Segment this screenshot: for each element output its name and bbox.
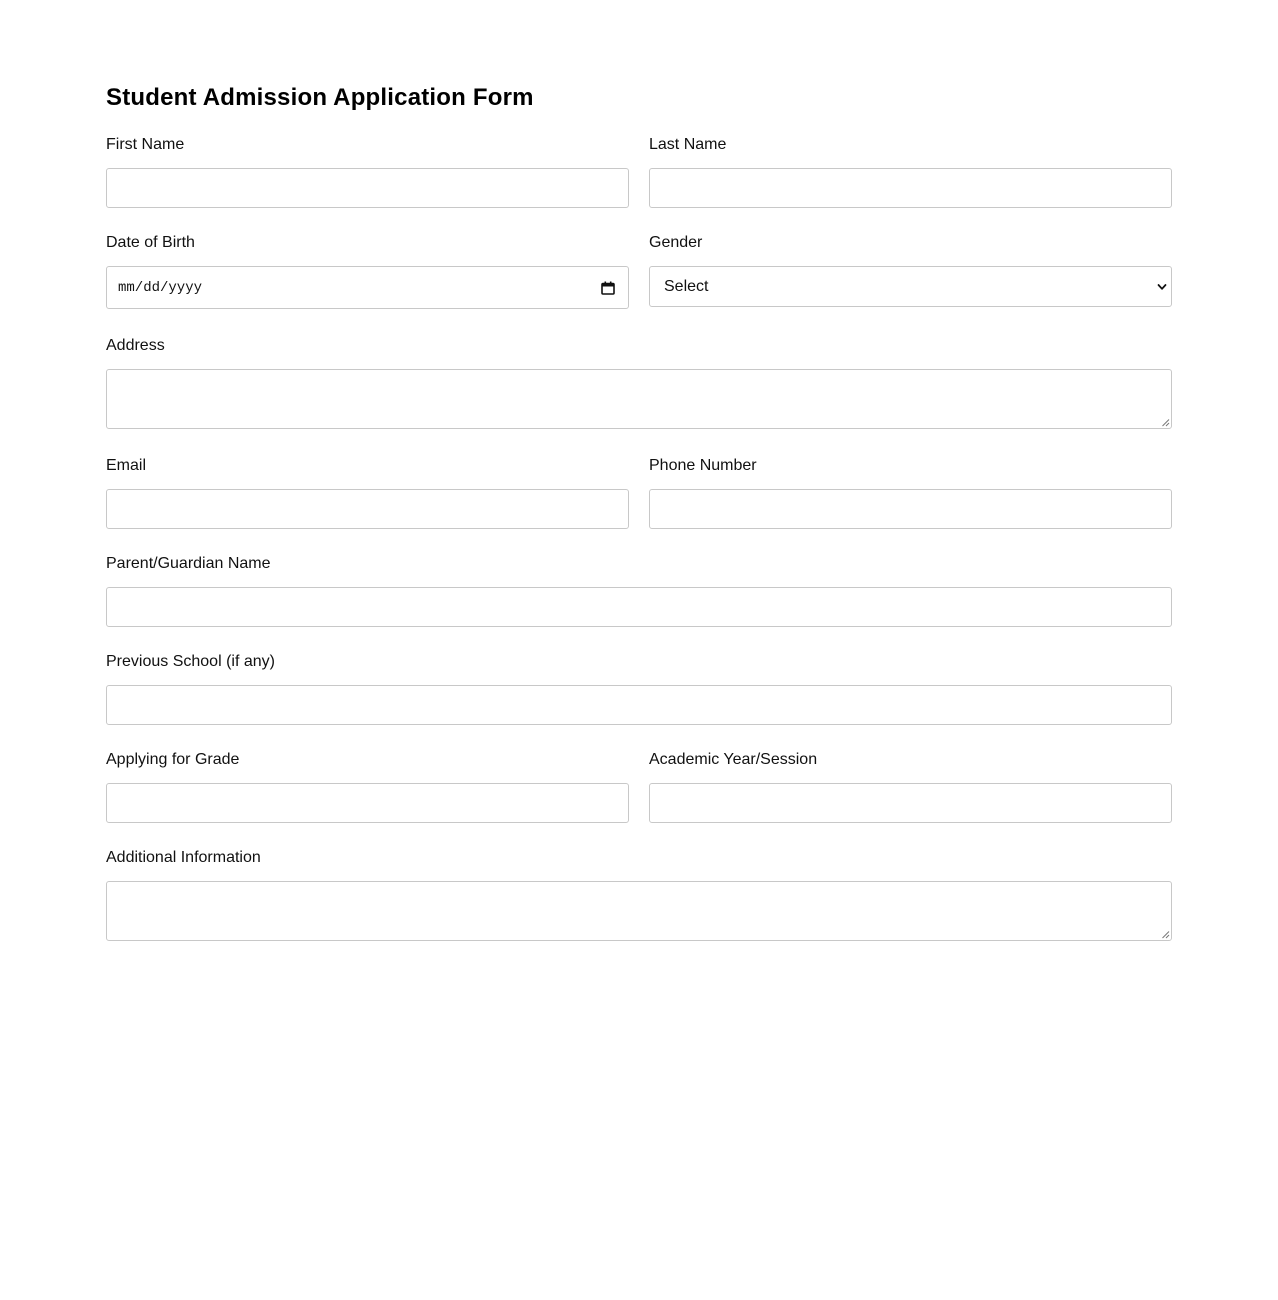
guardian-input[interactable] [106, 587, 1172, 627]
email-input[interactable] [106, 489, 629, 529]
phone-group [649, 457, 1172, 529]
phone-input[interactable] [649, 489, 1172, 529]
guardian-label: Parent/Guardian Name [106, 555, 271, 572]
additional-info-group [106, 849, 1172, 941]
previous-school-input[interactable] [106, 685, 1172, 725]
first-name-label: First Name [106, 136, 185, 153]
address-group [106, 337, 1172, 429]
session-group [649, 751, 1172, 823]
previous-school-label: Previous School (if any) [106, 653, 275, 670]
first-name-group [106, 136, 629, 208]
guardian-group [106, 555, 1172, 627]
last-name-label: Last Name [649, 136, 727, 153]
admission-form [106, 84, 1172, 941]
additional-info-textarea[interactable] [106, 881, 1172, 941]
email-group [106, 457, 629, 529]
gender-selected-value: Select [664, 278, 709, 295]
resize-handle-icon[interactable] [1161, 930, 1170, 939]
gender-group [649, 234, 1172, 309]
contact-row [106, 457, 1172, 529]
last-name-group [649, 136, 1172, 208]
session-label: Academic Year/Session [649, 751, 818, 768]
address-textarea[interactable] [106, 369, 1172, 429]
first-name-input[interactable] [106, 168, 629, 208]
previous-school-group [106, 653, 1172, 725]
dob-input[interactable] [106, 266, 629, 309]
form-title: Student Admission Application Form [106, 84, 534, 111]
gender-label: Gender [649, 234, 703, 251]
additional-info-label: Additional Information [106, 849, 261, 866]
email-label: Email [106, 457, 147, 474]
dob-gender-row [106, 234, 1172, 309]
chevron-down-icon [1157, 282, 1167, 292]
gender-select[interactable] [649, 266, 1172, 307]
grade-session-row [106, 751, 1172, 823]
session-input[interactable] [649, 783, 1172, 823]
grade-label: Applying for Grade [106, 751, 240, 768]
dob-label: Date of Birth [106, 234, 195, 251]
dob-group [106, 234, 629, 309]
grade-group [106, 751, 629, 823]
dob-placeholder: mm/dd/yyyy [118, 280, 203, 296]
name-row [106, 136, 1172, 208]
address-label: Address [106, 337, 165, 354]
calendar-icon[interactable] [601, 281, 615, 295]
phone-label: Phone Number [649, 457, 757, 474]
resize-handle-icon[interactable] [1161, 418, 1170, 427]
grade-input[interactable] [106, 783, 629, 823]
last-name-input[interactable] [649, 168, 1172, 208]
